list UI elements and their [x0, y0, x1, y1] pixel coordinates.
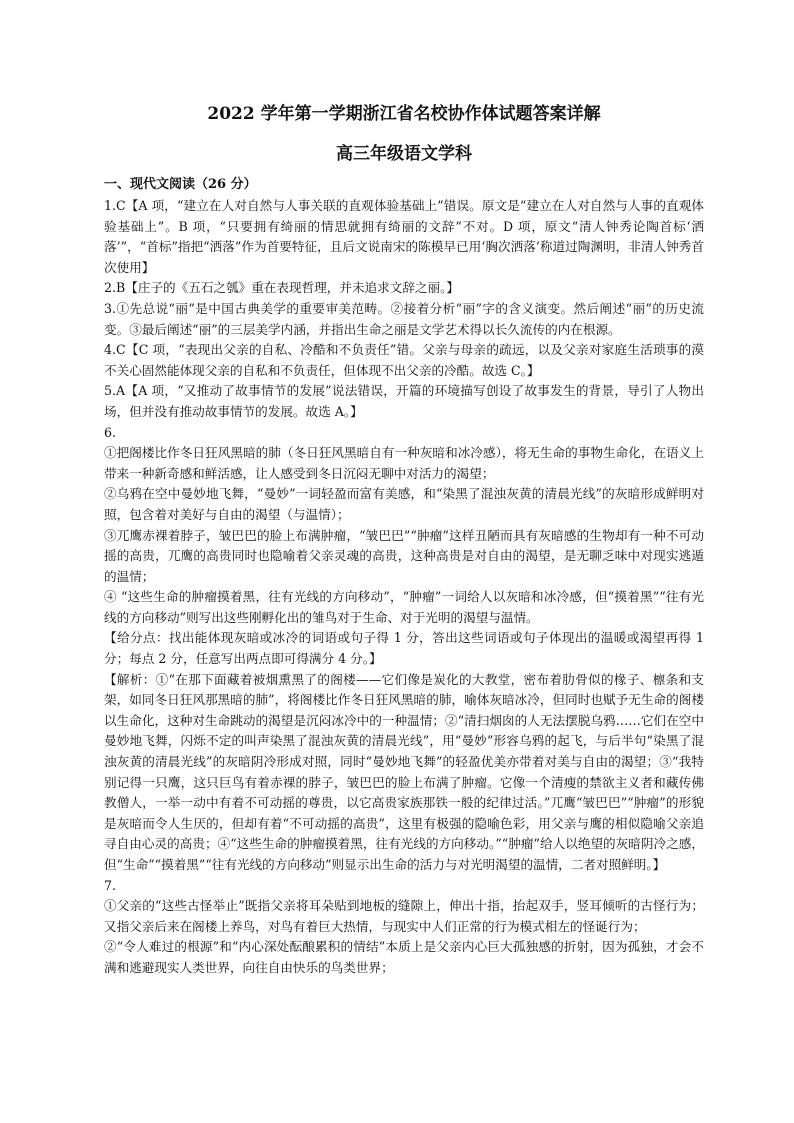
- question-number: 6.: [104, 424, 117, 440]
- answer-paragraph: 5.A【A 项，“又推动了故事情节的发展”说法错误，开篇的环境描写创设了故事发生的背景，导引了人物出场，但并没有推动故事情节的发展。故选 A。】: [104, 383, 704, 419]
- answer-paragraph: 4.C【C 项，“表现出父亲的自私、冷酷和不负责任”错。父亲与母亲的疏远，以及父亲对家庭生活琐事的漠不关心固然能体现父亲的自私和不负责任，但体现不出父亲的冷酷。故选 C。】: [104, 342, 704, 378]
- answer-paragraph: ④ “这些生命的肿瘤摸着黑，往有光线的方向移动”，“肿瘤”一词给人以灰暗和冰冷感，但“摸着黑”“往有光线的方向移动”则写出这些刚孵化出的雏鸟对于生命、对于光明的渴望与温情。: [104, 589, 704, 625]
- question-number: 7.: [104, 877, 117, 893]
- analysis-paragraph: 【解析：①“在那下面藏着被烟熏黑了的阁楼——它们像是炭化的大教堂，密布着肋骨似的椽子、檩条和支架，如同冬日狂风那黑暗的肺”，将阁楼比作冬日狂风黑暗的肺，喻体灰暗冰冷，但同时也赋予无生命的阁楼以生命化，这种对生命跳动的渴望是沉闷冰冷中的一种温情；②“清扫烟囱的人无法摆脱乌鸦……它们在空中曼妙地飞舞，闪烁不定的叫声染黑了混浊灰黄的清晨光线”，用“曼妙”形容乌鸦的起飞，与后半句“染黑了混浊灰黄的清晨光线”的灰暗阴冷形成对照，同时“曼妙地飞舞”的轻盈优美亦带着对美与自由的渴望；③“我特别记得一只鹰，这只巨鸟有着赤裸的脖子，皱巴巴的脸上布满了肿瘤。它像一个清瘦的禁欲主义者和藏传佛教僧人，一举一动中有着不可动摇的尊贵，以它高贵家族那铁一般的纪律过活。”兀鹰“皱巴巴”“肿瘤”的形貌是灰暗而令人生厌的，但却有着“不可动摇的高贵”，这里有极强的隐喻色彩，用父亲与鹰的相似隐喻父亲追寻自由心灵的高贵；④“这些生命的肿瘤摸着黑，往有光线的方向移动。”“肿瘤”给人以绝望的灰暗阴冷之感，但“生命”“摸着黑”“往有光线的方向移动”则显示出生命的活力与对光明渴望的温情，二者对照鲜明。】: [104, 671, 704, 872]
- answer-paragraph: 2.B【庄子的《五石之瓠》重在表现哲理，并未追求文辞之丽。】: [104, 280, 460, 296]
- scoring-note: 【给分点：找出能体现灰暗或冰冷的词语或句子得 1 分，答出这些词语或句子体现出的温暖或渴望再得 1 分；每点 2 分，任意写出两点即可得满分 4 分。】: [104, 630, 704, 667]
- answer-paragraph: ③兀鹰赤裸着脖子，皱巴巴的脸上布满肿瘤，“皱巴巴”“肿瘤”这样丑陋而具有灰暗感的生物却有一种不可动摇的高贵，兀鹰的高贵同时也隐喻着父亲灵魂的高贵，这种高贵是对自由的渴望，是无聊乏味中对现实逃遁的温情；: [104, 527, 704, 584]
- answer-paragraph: ①父亲的“这些古怪举止”既指父亲将耳朵贴到地板的缝隙上，伸出十指，抬起双手，竖耳倾听的古怪行为；又指父亲后来在阁楼上养鸟，对鸟有着巨大热情，与现实中人们正常的行为模式相左的怪诞行为；: [104, 898, 704, 934]
- answer-paragraph: ①把阁楼比作冬日狂风黑暗的肺（冬日狂风黑暗自有一种灰暗和冰冷感），将无生命的事物生命化，在语义上带来一种新奇感和鲜活感，让人感受到冬日沉闷无聊中对活力的渴望；: [104, 445, 704, 481]
- document-subtitle: 高三年级语文学科: [336, 144, 472, 164]
- section-heading: 一、现代文阅读（26 分）: [104, 177, 257, 192]
- answer-paragraph: ②乌鸦在空中曼妙地飞舞，“曼妙”一词轻盈而富有美感，和“染黑了混浊灰黄的清晨光线”的灰暗形成鲜明对照，包含着对美好与自由的渴望（与温情）；: [104, 486, 704, 522]
- answer-paragraph: ②“令人难过的根源”和“内心深处酝酿累积的情结”本质上是父亲内心巨大孤独感的折射，因为孤独，才会不满和逃避现实人类世界，向往自由快乐的鸟类世界；: [104, 939, 704, 975]
- answer-paragraph: 1.C【A 项，“建立在人对自然与人事关联的直观体验基础上”错误。原文是“建立在人对自然与人事的直观体验基础上”。B 项，“只要拥有绮丽的情思就拥有绮丽的文辞”不对。D 项，原文“清人钟秀论陶首标‘洒落’”，“首标”指把“洒落”作为首要特征，且后文说南宋的陈模早已用‘胸次洒落’称道过陶渊明，非清人钟秀首次使用】: [104, 198, 704, 275]
- answer-paragraph: 3.①先总说“丽”是中国古典美学的重要审美范畴。②接着分析“丽”字的含义演变。然后阐述“丽”的历史流变。③最后阐述“丽”的三层美学内涵，并指出生命之丽是文学艺术得以长久流传的内在根源。: [104, 300, 704, 337]
- document-title: 2022 学年第一学期浙江省名校协作体试题答案详解: [207, 104, 601, 124]
